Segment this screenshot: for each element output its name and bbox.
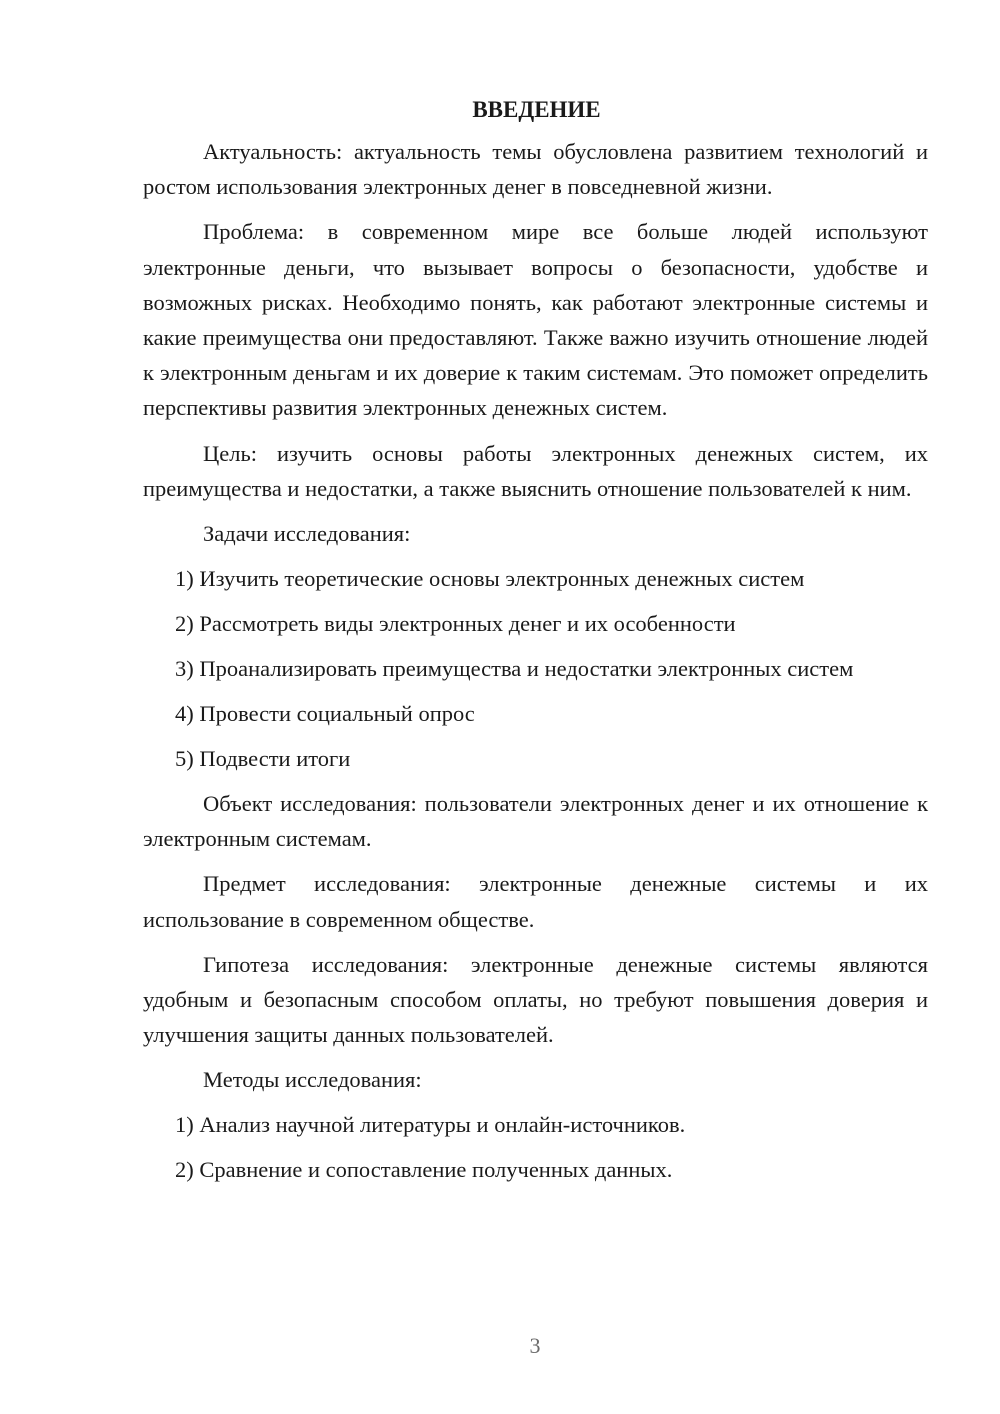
page-content bbox=[143, 92, 928, 1197]
goal-paragraph: Цель: изучить основы работы электронных денежных систем, их преимущества и недостатки, а также выяснить отношение пользователей к ним. bbox=[143, 440, 928, 501]
list-item: 3) Проанализировать преимущества и недостатки электронных систем bbox=[175, 656, 854, 682]
hypothesis-paragraph: Гипотеза исследования: электронные денежные системы являются удобным и безопасным способом оплаты, но требуют повышения доверия и улучшения защиты данных пользователей. bbox=[143, 951, 928, 1048]
subject-paragraph: Предмет исследования: электронные денежные системы и их использование в современном обществе. bbox=[143, 871, 928, 932]
methods-label: Методы исследования: bbox=[203, 1067, 422, 1093]
page-number: 3 bbox=[529, 1333, 541, 1358]
list-item: 1) Анализ научной литературы и онлайн-источников. bbox=[175, 1112, 686, 1138]
page-title: ВВЕДЕНИЕ bbox=[472, 97, 601, 122]
problem-paragraph: Проблема: в современном мире все больше людей используют электронные деньги, что вызывает вопросы о безопасности, удобстве и возможных рисках. Необходимо понять, как работают электронные системы и какие преимущества они предоставляют. Также важно изучить отношение людей к электронным деньгам и их доверие к таким системам. Это поможет определить перспективы развития электронных денежных систем. bbox=[143, 219, 928, 421]
list-item: 2) Рассмотреть виды электронных денег и их особенности bbox=[175, 611, 736, 637]
relevance-paragraph: Актуальность: актуальность темы обусловлена развитием технологий и ростом использования электронных денег в повседневной жизни. bbox=[143, 139, 928, 200]
tasks-list bbox=[143, 561, 928, 776]
methods-list bbox=[143, 1107, 928, 1187]
list-item: 5) Подвести итоги bbox=[175, 746, 351, 772]
tasks-label: Задачи исследования: bbox=[203, 521, 411, 547]
list-item: 1) Изучить теоретические основы электронных денежных систем bbox=[175, 566, 805, 592]
object-paragraph: Объект исследования: пользователи электронных денег и их отношение к электронным системам. bbox=[143, 791, 928, 852]
list-item: 2) Сравнение и сопоставление полученных данных. bbox=[175, 1157, 673, 1183]
list-item: 4) Провести социальный опрос bbox=[175, 701, 475, 727]
